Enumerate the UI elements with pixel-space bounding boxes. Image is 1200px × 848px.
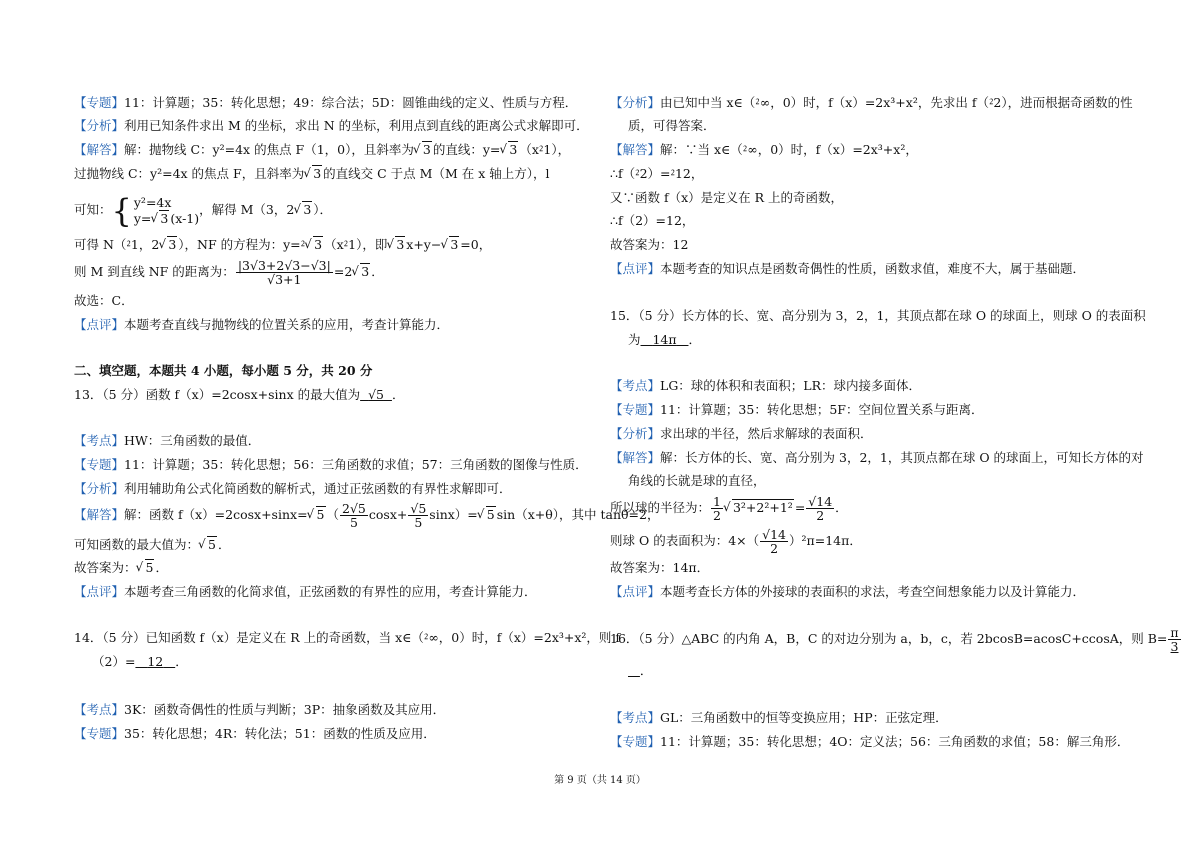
answer-blank: 12 — [147, 654, 164, 669]
topic-line: 【专题】11：计算题；35：转化思想；4O：定义法；56：三角函数的求值；58：解三角形． — [610, 734, 1130, 749]
comment-line: 【点评】本题考查直线与抛物线的位置关系的应用，考查计算能力． — [74, 317, 450, 332]
comment-line: 【点评】本题考查三角函数的化简求值，正弦函数的有界性的应用，考查计算能力． — [74, 584, 537, 599]
solution-line: 又∵函数 f（x）是定义在 R 上的奇函数， — [610, 190, 844, 205]
page-footer: 第 9 页（共 14 页） — [554, 775, 646, 786]
solution-line-cont: 角线的长就是球的直径， — [628, 473, 766, 488]
question-14: 14．（5 分）已知函数 f（x）是定义在 R 上的奇函数，当 x∈（⁲∞，0）时，f（x）=2x³+x²，则 f — [74, 630, 621, 645]
keypoint-line: 【考点】LG：球的体积和表面积；LR：球内接多面体． — [610, 378, 922, 393]
comment-line: 【点评】本题考查的知识点是函数奇偶性的性质，函数求值，难度不大，属于基础题． — [610, 261, 1086, 276]
solution-line: 过抛物线 C：y²=4x 的焦点 F，且斜率为√ 3 的直线交 C 于点 M（M 在 x 轴上方），l — [74, 165, 549, 183]
solution-line: ∴f（2）=12， — [610, 213, 695, 228]
answer-line: 故答案为：√ 5 ． — [74, 559, 168, 577]
answer-line: 故答案为：14π． — [610, 560, 710, 575]
distance-fraction: $\frac{|3√3+2√3-√3|}{√3+1}$ — [237, 258, 331, 287]
question-16-cont: ． — [639, 663, 653, 678]
distance-line: 则 M 到直线 NF 的距离为： $\frac{|3√3+2√3-√3|}{√3+1}$ =2√ 3 ． — [74, 258, 384, 286]
topic-line: 【专题】35：转化思想；4R：转化法；51：函数的性质及应用． — [74, 726, 436, 741]
comment-line: 【点评】本题考查长方体的外接球的表面积的求法，考查空间想象能力以及计算能力． — [610, 584, 1086, 599]
solution-line: 【解答】解：长方体的长、宽、高分别为 3，2，1，其顶点都在球 O 的球面上，可知长方体的对 — [610, 450, 1144, 465]
solution-line: 【解答】解：抛物线 C：y²=4x 的焦点 F（1，0），且斜率为√ 3 的直线：y=√ 3 （x⁲1）， — [74, 141, 570, 159]
analysis-line: 【分析】由已知中当 x∈（⁲∞，0）时，f（x）=2x³+x²，先求出 f（⁲2），进而根据奇函数的性 — [610, 95, 1133, 110]
topic-line: 【专题】11：计算题；35：转化思想；56：三角函数的求值；57：三角函数的图像与性质． — [74, 457, 588, 472]
solution-line: 可得 N（⁲1，2√ 3 ），NF 的方程为：y=⁲√ 3 （x⁲1），即√ 3 x+y−√ 3 =0， — [74, 236, 491, 254]
equation-system: y²=4x y=√ 3 (x-1) — [134, 195, 199, 227]
question-13: 13．（5 分）函数 f（x）=2cosx+sinx 的最大值为 √5 ． — [74, 387, 405, 402]
keypoint-line: 【考点】3K：函数奇偶性的性质与判断；3P：抽象函数及其应用． — [74, 702, 446, 717]
answer-blank: 14π — [652, 332, 677, 347]
question-15: 15．（5 分）长方体的长、宽、高分别为 3，2，1，其顶点都在球 O 的球面上，则球 O 的表面积 — [610, 308, 1146, 323]
solution-line: ∴f（⁲2）=⁲12， — [610, 166, 704, 181]
question-16: 16．（5 分）△ABC 的内角 A，B，C 的对边分别为 a，b，c，若 2bcosB=acosC+ccosA，则 B= $\frac{\pi}{3}$ — [610, 625, 1179, 654]
answer-blank: √5 — [368, 387, 384, 402]
sqrt: √ 3 — [414, 141, 432, 159]
section-heading: 二、填空题，本题共 4 小题，每小题 5 分，共 20 分 — [74, 363, 373, 378]
solution-line: 【解答】解：∵当 x∈（⁲∞，0）时，f（x）=2x³+x²， — [610, 142, 918, 157]
analysis-line: 【分析】求出球的半径，然后求解球的表面积． — [610, 426, 873, 441]
solution-line: 可知函数的最大值为：√ 5 ． — [74, 536, 230, 554]
question-14-cont: （2）= 12 ． — [92, 654, 188, 669]
answer-line: 故答案为：12 — [610, 237, 689, 252]
topic-line: 【专题】11：计算题；35：转化思想；49：综合法；5D：圆锥曲线的定义、性质与方程． — [74, 95, 578, 110]
topic-line: 【专题】11：计算题；35：转化思想；5F：空间位置关系与距离． — [610, 402, 984, 417]
analysis-line: 【分析】利用辅助角公式化简函数的解析式，通过正弦函数的有界性求解即可． — [74, 481, 512, 496]
solution-line: 【解答】解：函数 f（x）=2cosx+sinx=√ 5 （ $\frac{2√5}{5}$ cosx+ $\frac{√5}{5}$ sinx）=√ 5 sin（x+θ），其中 tanθ=2， — [74, 499, 659, 531]
radius-line: 所以球的半径为： $\frac{1}{2}$ √ 3²+2²+1² = $\frac{√14}{2}$ ． — [610, 492, 848, 524]
equation-system-line: 可知：{ y²=4x y=√ 3 (x-1) ，解得 M（3，2√ 3 ）． — [74, 193, 332, 227]
keypoint-line: 【考点】GL：三角函数中的恒等变换应用；HP：正弦定理． — [610, 710, 948, 725]
analysis-line: 【分析】利用已知条件求出 M 的坐标，求出 N 的坐标，利用点到直线的距离公式求解即可． — [74, 118, 589, 133]
brace-symbol: { — [111, 191, 132, 230]
sqrt: √ 3 — [304, 165, 322, 183]
analysis-line-cont: 质，可得答案． — [628, 118, 716, 133]
area-line: 则球 O 的表面积为：4×（ $\frac{√14}{2}$ ）²π=14π． — [610, 527, 862, 556]
sqrt: √ 3 — [500, 141, 518, 159]
question-15-cont: 为 14π ． — [628, 332, 701, 347]
keypoint-line: 【考点】HW：三角函数的最值． — [74, 433, 261, 448]
answer-blank: $\frac{\pi}{3}$ — [1170, 625, 1179, 654]
answer-line: 故选：C． — [74, 293, 134, 308]
